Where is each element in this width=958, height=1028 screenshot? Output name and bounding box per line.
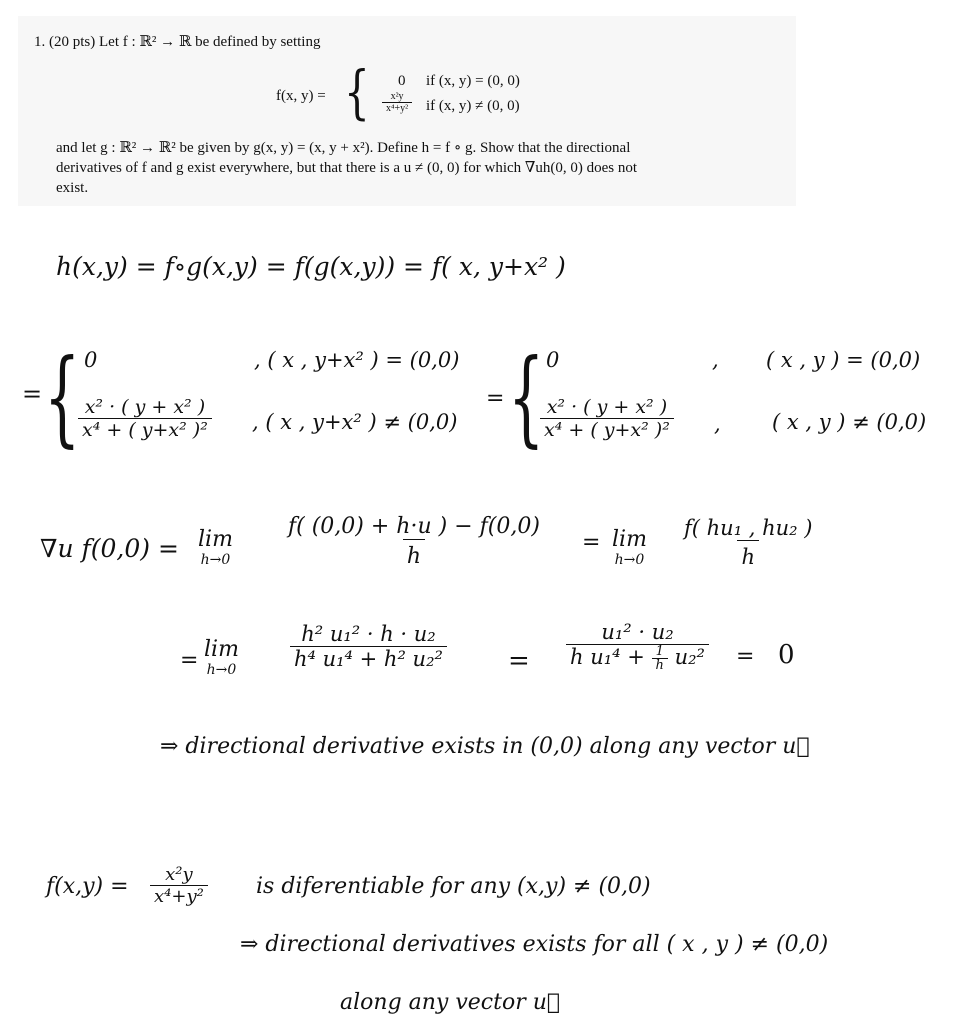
equals-sign-2: = — [486, 386, 505, 411]
piece1-condition-1: , ( x , y+x² ) = (0,0) — [254, 348, 460, 372]
difference-quotient-2 — [680, 516, 816, 569]
piece1-condition-2: , ( x , y+x² ) ≠ (0,0) — [252, 410, 458, 434]
piece1-denominator: x⁴ + ( y+x² )² — [78, 418, 212, 441]
f-definition-denominator: x⁴+y² — [150, 885, 208, 907]
piece2-fraction — [540, 396, 674, 441]
problem-line-2: derivatives of f and g exist everywhere, but that there is a u ≠ (0, 0) for which ∇uh(0, 0) does not — [56, 160, 638, 176]
piece2-condition-2: ( x , y ) ≠ (0,0) — [772, 410, 927, 434]
limit-1-label: lim — [198, 527, 233, 552]
problem-header — [34, 32, 320, 52]
simplified-numerator: h² u₁² · h · u₂ — [301, 622, 436, 646]
problem-number: 1. — [34, 34, 46, 50]
one-over-h-denominator: h — [652, 658, 668, 672]
equals-sign-1: = — [22, 380, 43, 408]
reduced-numerator: u₁² · u₂ — [601, 620, 674, 644]
conclusion-away-from-origin: ⇒ directional derivatives exists for all ( x , y ) ≠ (0,0) — [240, 932, 829, 957]
f-lhs: f(x, y) = — [276, 88, 326, 104]
equals-sign-6: = — [736, 644, 755, 669]
piece1-numerator: x² · ( y + x² ) — [84, 396, 206, 418]
piece2-denominator: x⁴ + ( y+x² )² — [540, 418, 674, 441]
piece2-condition-1: ( x , y ) = (0,0) — [766, 348, 921, 372]
problem-intro: Let f : ℝ² → ℝ be defined by setting — [99, 34, 321, 50]
problem-line-1: and let g : ℝ² → ℝ² be given by g(x, y) = (x, y + x²). Define h = f ∘ g. Show that the directional — [56, 140, 631, 156]
problem-line-3: exist. — [56, 180, 89, 196]
equals-sign-5: = — [508, 646, 530, 676]
case1-value: 0 — [398, 73, 406, 89]
simplified-denominator: h⁴ u₁⁴ + h² u₂² — [290, 646, 447, 671]
piecewise-brace-1: { — [44, 336, 81, 458]
limit-3-label: lim — [204, 637, 239, 662]
difference-quotient-2-numerator: f( hu₁ , hu₂ ) — [684, 516, 813, 540]
f-definition-fraction — [150, 864, 208, 907]
gradient-lhs: ∇u f(0,0) = — [40, 534, 179, 563]
case2-condition: if (x, y) ≠ (0, 0) — [426, 98, 520, 114]
limit-3 — [204, 638, 239, 678]
f-definition-lhs: f(x,y) = — [46, 874, 129, 899]
problem-brace: { — [344, 58, 370, 126]
limit-1 — [198, 528, 233, 568]
along-any-vector: along any vector u⃗ — [340, 990, 561, 1015]
reduced-denominator-b: u₂² — [674, 645, 705, 669]
piecewise-brace-2: { — [508, 336, 545, 458]
difference-quotient-denominator: h — [403, 539, 425, 569]
piece1-zero: 0 — [84, 348, 98, 372]
reduced-fraction — [566, 620, 709, 672]
simplified-fraction — [290, 622, 447, 671]
limit-result: 0 — [778, 640, 795, 670]
piece2-comma-2: , — [714, 412, 721, 436]
reduced-denominator-a: h u₁⁴ + — [570, 645, 645, 669]
difference-quotient-numerator: f( (0,0) + h·u ) − f(0,0) — [288, 514, 540, 539]
differentiability-statement: is diferentiable for any (x,y) ≠ (0,0) — [256, 874, 651, 899]
equals-sign-3: = — [582, 530, 601, 555]
piece2-comma-1: , — [712, 348, 719, 372]
case1-condition: if (x, y) = (0, 0) — [426, 73, 520, 89]
case2-denominator: x⁴+y² — [382, 102, 412, 114]
conclusion-at-origin: ⇒ directional derivative exists in (0,0) along any vector u⃗ — [160, 734, 810, 759]
limit-3-subscript: h→0 — [206, 662, 237, 678]
case2-fraction — [382, 91, 412, 114]
equals-sign-4: = — [180, 648, 199, 673]
limit-2-subscript: h→0 — [614, 552, 645, 568]
h-definition: h(x,y) = f∘g(x,y) = f(g(x,y)) = f( x, y+x² ) — [56, 252, 566, 281]
limit-2 — [612, 528, 647, 568]
limit-1-subscript: h→0 — [200, 552, 231, 568]
f-definition-numerator: x²y — [165, 864, 193, 885]
piece2-zero: 0 — [546, 348, 560, 372]
piece2-numerator: x² · ( y + x² ) — [546, 396, 668, 418]
reduced-denominator — [566, 644, 709, 672]
one-over-h-numerator: 1 — [655, 644, 664, 659]
problem-points: (20 pts) — [49, 34, 96, 50]
difference-quotient-2-denominator: h — [737, 540, 759, 569]
limit-2-label: lim — [612, 527, 647, 552]
difference-quotient — [284, 514, 544, 569]
piece1-fraction — [78, 396, 212, 441]
case2-numerator: x²y — [390, 91, 404, 102]
